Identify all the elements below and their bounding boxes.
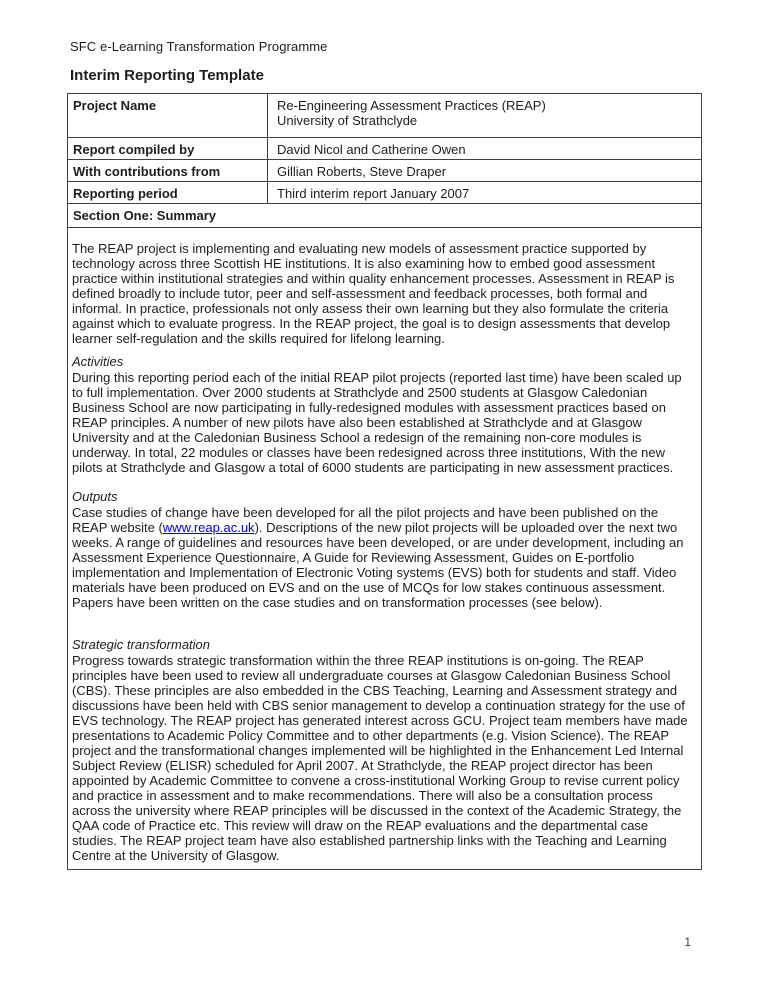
page-number: 1 (684, 935, 691, 949)
strategic-transformation-heading: Strategic transformation (72, 637, 211, 652)
table-row-section-header (68, 204, 702, 228)
project-name-label: Project Name (68, 94, 268, 138)
compiled-by-label: Report compiled by (68, 138, 268, 160)
project-name-line1: Re-Engineering Assessment Practices (REAP) (277, 98, 546, 113)
section-one-header: Section One: Summary (68, 204, 702, 228)
reporting-period-value: Third interim report January 2007 (268, 182, 702, 204)
summary-intro-paragraph: The REAP project is implementing and evaluating new models of assessment practice supported by technology across three Scottish HE institutions. It is also examining how to embed good assessment practice within institutional strategies and within quality enhancement processes. Assessment in REAP is defined broadly to include tutor, peer and self-assessment and feedback processes, both formal and informal. In practice, professionals not only assess their own learning but they also formulate the criteria against which to evaluate progress. In the REAP project, the goal is to design assessments that develop learner self-regulation and the skills required for lifelong learning. (72, 241, 675, 346)
contributions-value: Gillian Roberts, Steve Draper (268, 160, 702, 182)
table-row-reporting-period (68, 182, 702, 204)
activities-paragraph: During this reporting period each of the initial REAP pilot projects (reported last time) have been scaled up to full implementation. Over 2000 students at Strathclyde and 2500 students at Glasgow Caledonian Business School are now participating in fully-redesigned modules with assessment practices based on REAP principles. A number of new pilots have also been established at Strathclyde and at Glasgow University and at the Caledonian Business School a redesign of the remaining non-core modules is underway. In total, 22 modules or classes have been redesigned across three institutions, With the new pilots at Strathclyde and Glasgow a total of 6000 students are participating in new assessment practices. (72, 370, 682, 475)
project-name-line2: University of Strathclyde (277, 113, 418, 128)
table-row-project-name (68, 94, 702, 138)
outputs-text-before-link: Case studies of change have been developed for all the pilot projects and have been published on the REAP website ( (72, 505, 659, 535)
reap-website-link[interactable]: www.reap.ac.uk (162, 520, 255, 535)
activities-heading: Activities (72, 354, 124, 369)
table-row-summary-body (68, 228, 702, 870)
strategic-transformation-paragraph: Progress towards strategic transformation within the three REAP institutions is on-going. The REAP principles have been used to review all undergraduate courses at Glasgow Caledonian Business School (CBS). These principles are also embedded in the CBS Teaching, Learning and Assessment strategy and discussions have been held with CBS senior management to develop a continuation strategy for the use of EVS technology. The REAP project has generated interest across GCU. Project team members have made presentations to Academic Policy Committee and to other departments (e.g. Vision Science). The REAP project and the transformational changes implemented will be highlighted in the Enhancement Led Internal Subject Review (ELISR) scheduled for April 2007. At Strathclyde, the REAP project director has been appointed by Academic Committee to convene a cross-institutional Working Group to revise current policy and practice in assessment and to make recommendations. There will also be a consultation process across the university where REAP principles will be discussed in the context of the Academic Strategy, the QAA code of Practice etc. This review will draw on the REAP evaluations and the departmental case studies. The REAP project team have also established partnership links with the Teaching and Learning Centre at the University of Glasgow. (72, 653, 688, 863)
document-content (67, 40, 702, 870)
outputs-text-after-link: ). Descriptions of the new pilot projects will be uploaded over the next two weeks. A range of guidelines and resources have been developed, or are under development, including an Assessment Experience Questionnaire, A Guide for Reviewing Assessment, Guides on E-portfolio implementation and Implementation of Electronic Voting systems (EVS) both for students and staff. Video materials have been produced on EVS and on the use of MCQs for low stakes continuous assessment. Papers have been written on the case studies and on transformation processes (see below). (72, 520, 684, 610)
page-title: Interim Reporting Template (70, 67, 264, 84)
summary-body-cell (68, 228, 702, 870)
outputs-heading: Outputs (72, 489, 118, 504)
contributions-label: With contributions from (68, 160, 268, 182)
project-name-value (268, 94, 702, 138)
reporting-period-label: Reporting period (68, 182, 268, 204)
table-row-compiled-by (68, 138, 702, 160)
report-table (67, 93, 702, 870)
outputs-paragraph (72, 505, 691, 610)
compiled-by-value: David Nicol and Catherine Owen (268, 138, 702, 160)
programme-title: SFC e-Learning Transformation Programme (70, 39, 328, 54)
table-row-contributions (68, 160, 702, 182)
